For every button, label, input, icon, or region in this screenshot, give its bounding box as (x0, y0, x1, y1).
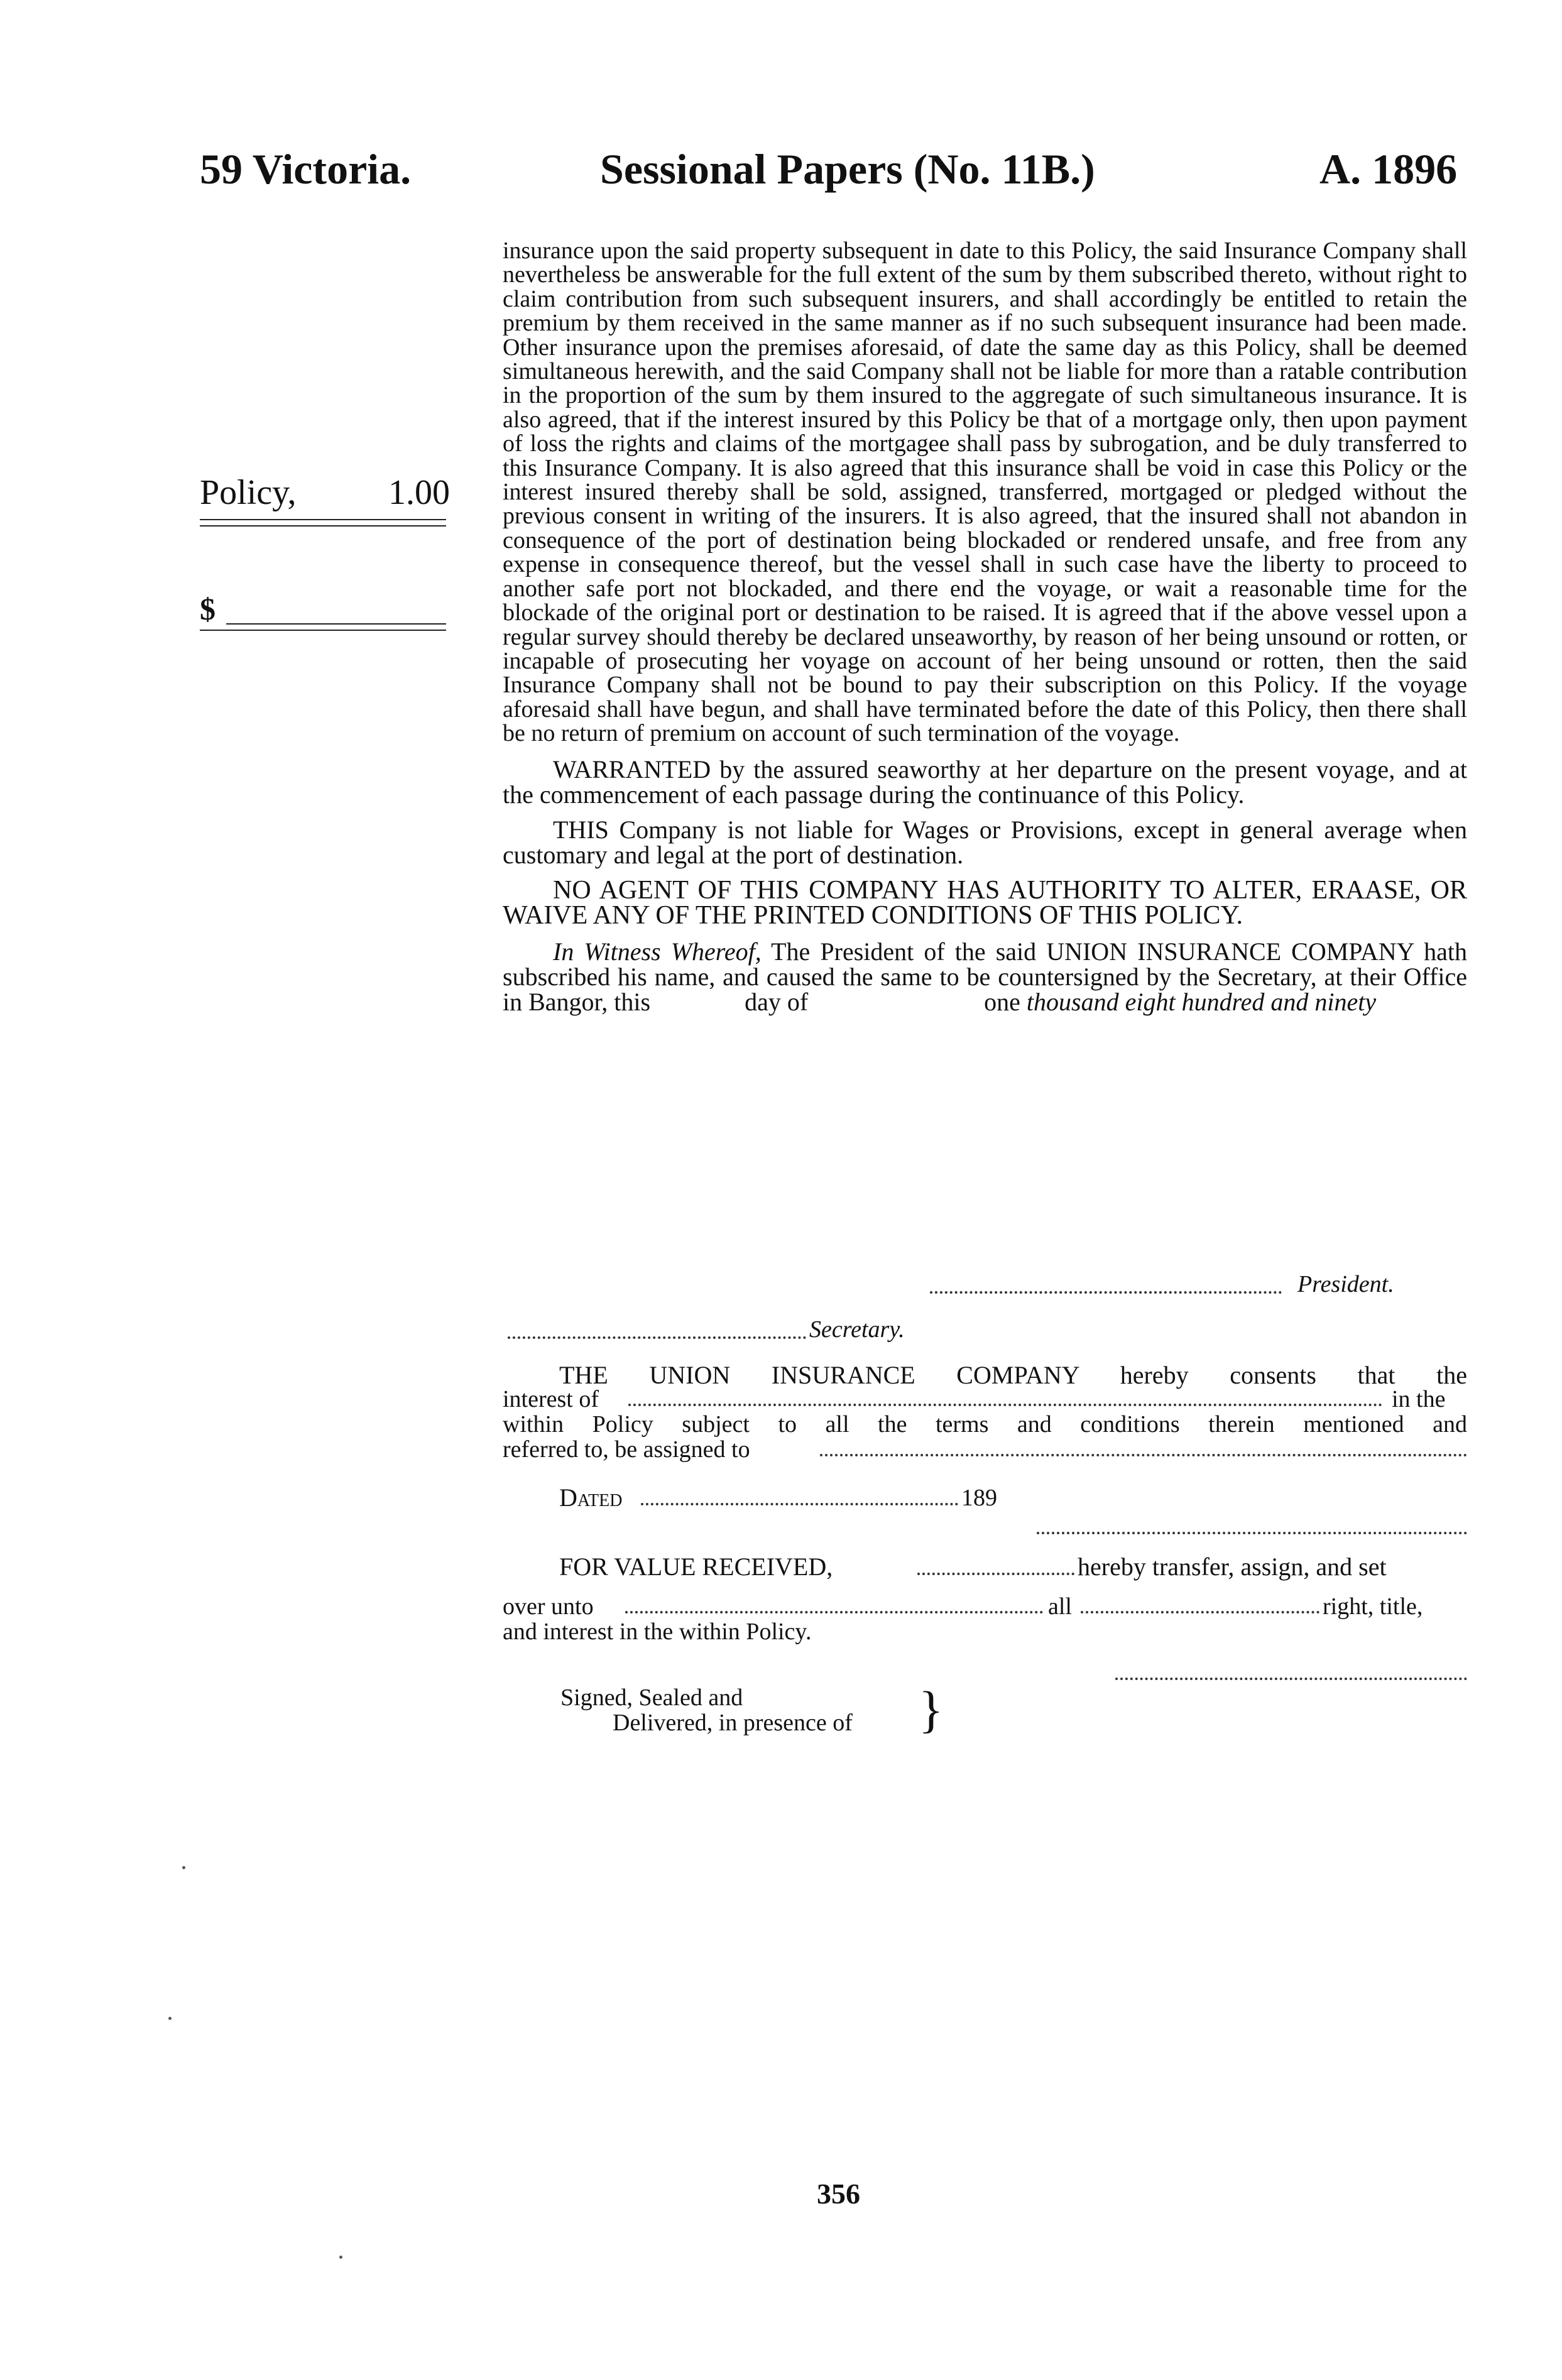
transfer-interest: and interest in the within Policy. (503, 1619, 812, 1645)
president-label: President. (1297, 1271, 1394, 1297)
scan-speck (182, 1866, 185, 1869)
warranty-paragraph: WARRANTED by the assured seaworthy at her departure on the present voyage, and at the commencement of each passage during the continuance of this Policy. (503, 755, 1467, 809)
signed-line-1: Signed, Sealed and (560, 1684, 743, 1711)
policy-label: Policy, (200, 473, 297, 512)
scan-speck (168, 2017, 172, 2020)
consent-terms: within Policy subject to all the terms and conditions therein mentioned and (503, 1411, 1467, 1438)
header-session: 59 Victoria. (200, 145, 412, 193)
header-title: Sessional Papers (No. 11B.) (600, 145, 1095, 193)
policy-text (503, 239, 1467, 1015)
transfer-lead: FOR VALUE RECEIVED, (559, 1553, 833, 1581)
president-signature-line (930, 1291, 1282, 1294)
transfer-over-unto: over unto (503, 1593, 594, 1620)
liability-paragraph: THIS Company is not liable for Wages or Provisions, except in general average when customary and legal at the port of destination. (503, 815, 1467, 869)
dollar-sign: $ (200, 591, 216, 626)
consent-in-the: in the (1392, 1386, 1446, 1412)
consent-lead: THE UNION INSURANCE COMPANY hereby consents that the (559, 1361, 1467, 1389)
witness-lead: In Witness Whereof, (553, 937, 762, 966)
dated-year: 189 (961, 1485, 997, 1511)
secretary-label: Secretary. (809, 1316, 905, 1343)
transfer-all-line (1081, 1611, 1319, 1613)
margin-rule (200, 525, 446, 527)
dated-line (641, 1503, 958, 1505)
consent-signature-line (1037, 1532, 1467, 1534)
witness-paragraph (503, 939, 1467, 1015)
margin-rule (200, 519, 446, 520)
transfer-all: all (1048, 1593, 1072, 1620)
consent-interest-of: interest of (503, 1386, 599, 1412)
consent-assignee-line (820, 1454, 1467, 1456)
margin-rule (226, 623, 446, 625)
transfer-rest: hereby transfer, assign, and set (1078, 1553, 1387, 1581)
secretary-signature-line (508, 1336, 806, 1339)
witness-end: thousand eight hundred and ninety (1026, 987, 1377, 1016)
dated-label: Dated (559, 1483, 623, 1512)
running-header (0, 145, 1562, 201)
scan-speck (339, 2256, 342, 2259)
transfer-unto-line (625, 1611, 1043, 1613)
consent-interest-line (628, 1404, 1382, 1406)
transfer-signature-line (1115, 1678, 1467, 1680)
transfer-name-line (917, 1573, 1074, 1575)
witness-text: The President of the said UNION INSURANCE COMPANY hath subscribed his name, and caused the same to be countersigned by the Secretary, at their Office in Bangor, this (503, 937, 1467, 1016)
consent-referred: referred to, be assigned to (503, 1436, 750, 1463)
margin-rule (200, 630, 446, 631)
conditions-paragraph: insurance upon the said property subsequent in date to this Policy, the said Insurance Company shall nevertheless be answerable for the full extent of the sum by them subscribed thereto, without right to claim contribution from such subsequent insurers, and shall accordingly be entitled to retain the premium by them received in the same manner as if no such subsequent insurance had been made. Other insurance upon the premises aforesaid, of date the same day as this Policy, shall be deemed simultaneous herewith, and the said Company shall not be liable for more than a ratable contribution in the proportion of the sum by them insured to the aggregate of such simultaneous insurance. It is also agreed, that if the interest insured by this Policy be that of a mortgage only, then upon payment of loss the rights and claims of the mortgagee shall pass by subrogation, and be duly transferred to this Insurance Company. It is also agreed that this insurance shall be void in case this Policy or the interest insured thereby shall be sold, assigned, transferred, mortgaged or pledged without the previous consent in writing of the insurers. It is also agreed, that the insured shall not abandon in consequence of the port of destination being blockaded or rendered unsafe, and free from any expense in consequence thereof, but the vessel shall in such case have the liberty to proceed to another safe port not blockaded, and there end the voyage, or wait a reasonable time for the blockade of the original port or destination to be raised. It is agreed that if the above vessel upon a regular survey should thereby be declared unseaworthy, by reason of her being unsound or rotten, or incapable of prosecuting her voyage on account of her being unsound or rotten, then the said Insurance Company shall not be bound to pay their subscription on this Policy. If the voyage aforesaid shall have begun, and shall have terminated before the date of this Policy, then there shall be no return of premium on account of such termination of the voyage. (503, 237, 1467, 747)
page-number: 356 (817, 2178, 860, 2210)
transfer-right-title: right, title, (1323, 1593, 1423, 1620)
witness-day: day of (745, 987, 809, 1016)
margin-policy-fee (200, 472, 450, 513)
no-agent-notice: NO AGENT OF THIS COMPANY HAS AUTHORITY TO ALTER, ERAASE, OR WAIVE ANY OF THE PRINTED CONDITIONS OF THIS POLICY. (503, 875, 1467, 930)
witness-one: one (984, 987, 1020, 1016)
policy-amount: 1.00 (388, 473, 450, 512)
signed-brace: } (919, 1681, 944, 1738)
header-year: A. 1896 (1319, 145, 1458, 193)
signed-line-2: Delivered, in presence of (613, 1710, 853, 1736)
